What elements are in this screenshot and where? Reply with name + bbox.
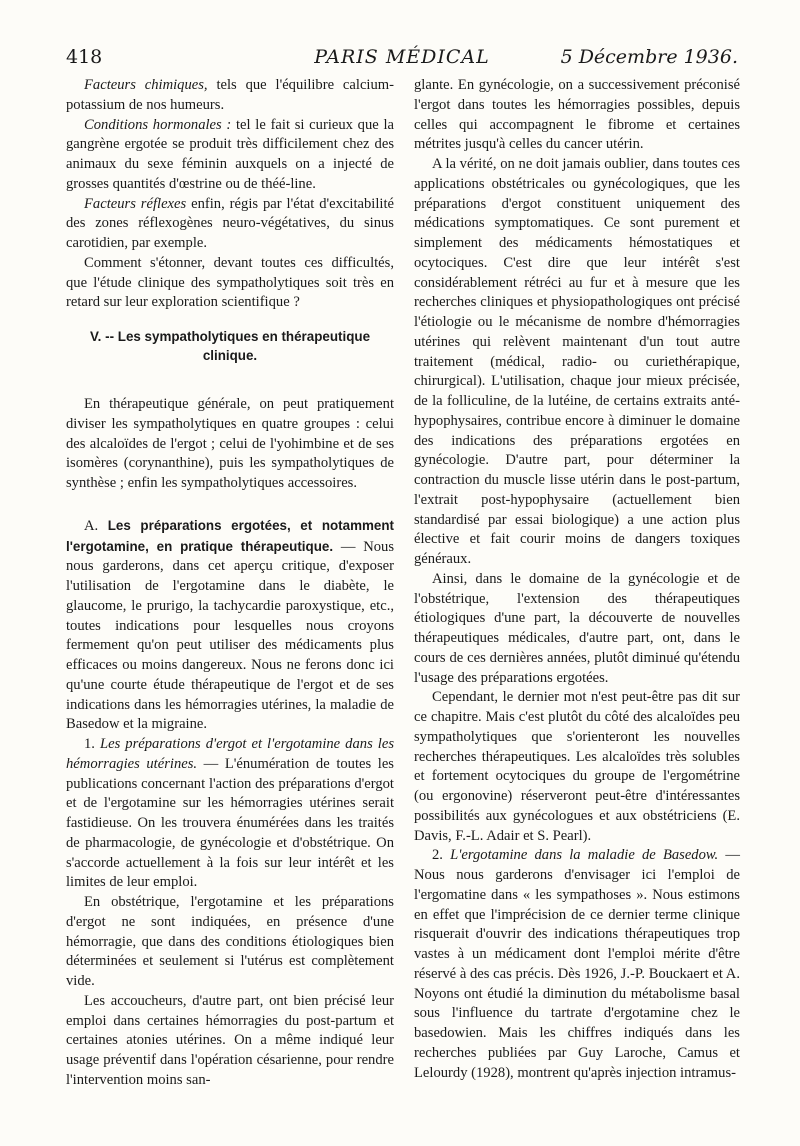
paragraph: En thérapeutique générale, on peut pratiquement diviser les sympatholytiques en quatre groupes : celui des alcaloïdes de l'ergot ; celui de l'yohimbine et de ses isomères (corynanthine), puis les sympatholytiques de synthèse ; enfin les sympatholytiques accessoires. xyxy=(66,396,394,491)
paragraph: Facteurs réflexes enfin, régis par l'état d'excitabilité des zones réflexogènes neuro-végétatives, du sinus carotidien, par exemple. xyxy=(66,195,394,251)
right-column xyxy=(414,76,740,1083)
term: Conditions hormonales : xyxy=(84,116,232,133)
paragraph: Facteurs chimiques, tels que l'équilibre calcium-potassium de nos humeurs. xyxy=(66,77,394,113)
paragraph: Ainsi, dans le domaine de la gynécologie et de l'obstétrique, l'extension des thérapeutiques étiologiques d'une part, la découverte de nouvelles thérapeutiques médicales, d'autre part, ont, dans le cours de ces dernières années, plutôt diminué qu'étendu l'usage des préparations ergotées. xyxy=(414,570,740,686)
subsection-label: A. xyxy=(84,517,99,534)
journal-title: PARIS MÉDICAL xyxy=(314,46,490,68)
item-title: Les préparations d'ergot et l'ergotamine dans les hémorragies utérines. xyxy=(66,736,394,772)
term: Facteurs chimiques, xyxy=(84,77,208,93)
paragraph: En obstétrique, l'ergotamine et les préparations d'ergot ne sont indiquées, en présence d'une hémorragie, que dans des conditions étiologiques bien déterminées et seulement si l'utérus est complètement vide. xyxy=(66,894,394,989)
paragraph: Cependant, le dernier mot n'est peut-être pas dit sur ce chapitre. Mais c'est plutôt du côté des alcaloïdes peu sympatholytiques que s'orienteront les nouvelles recherches thérapeutiques. Les alcaloïdes très solubles et fortement ocytociques du groupe de l'ergométrine (ou ergonovine) réserveront peut-être d'intéressantes possibilités aux gynécologues et aux obstétriciens (E. Davis, F.-L. Adair et S. Pearl). xyxy=(414,689,740,844)
item-number: 1. xyxy=(84,736,95,752)
page-header xyxy=(66,40,738,74)
paragraph: Conditions hormonales : tel le fait si curieux que la gangrène ergotée se produit très difficilement chez des animaux du sexe féminin auxquels on a injecté de grosses quantités d'œstrine ou de théé-line. xyxy=(66,116,394,192)
subsection-paragraph: A. Les préparations ergotées, et notamment l'ergotamine, en pratique thérapeutique. — Nous nous garderons, dans cet aperçu critique, d'exposer l'utilisation de l'ergotamine dans le diabète, le glaucome, le prurigo, la tachycardie paroxystique, etc., toutes indications pour lesquelles nous croyons fermement qu'on peut utiliser des médicaments plus efficaces ou moins dangereux. Nous ne ferons donc ici qu'une courte étude thérapeutique de l'ergot et de ses indications dans les hémorragies utérines, la maladie de Basedow et la migraine. xyxy=(66,517,394,733)
issue-date: 5 Décembre 1936. xyxy=(560,46,738,68)
numbered-paragraph: 2. L'ergotamine dans la maladie de Basedow. — Nous nous garderons d'envisager ici l'emploi de l'ergomatine dans « les sympathoses ». Nous estimons en effet que l'imprécision de ce dernier terme clinique risquerait d'ouvrir des indications thérapeutiques trop vastes à un médicament dont l'emploi mérite d'être réservé à des cas précis. Dès 1926, J.-P. Bouckaert et A. Noyons ont étudié la diminution du métabolisme basal sous l'influence du tartrate d'ergotamine chez le basedowien. Mais les chiffres indiqués dans les recherches publiées par Guy Laroche, Camus et Lelourdy (1928), montrent qu'après injection intramus- xyxy=(414,847,740,1081)
paragraph: Comment s'étonner, devant toutes ces difficultés, que l'étude clinique des sympatholytiques soit très en retard sur leur exploration scientifique ? xyxy=(66,254,394,311)
numbered-paragraph: 1. Les préparations d'ergot et l'ergotamine dans les hémorragies utérines. — L'énumération de toutes les publications concernant l'action des préparations d'ergot et de l'ergotamine sur les hémorragies utérines serait fastidieuse. On les trouvera énumérées dans les traités de pharmacologie, de gynécologie et d'obstétrique. On s'accorde actuellement à la fois sur leur intérêt et les limites de leur emploi. xyxy=(66,736,394,891)
left-column xyxy=(66,76,394,1091)
subsection-heading: Les préparations ergotées, et notamment l'ergotamine, en pratique thérapeutique. xyxy=(66,517,394,554)
paragraph: Les accoucheurs, d'autre part, ont bien précisé leur emploi dans certaines hémorragies du post-partum et certaines atonies utérines. On a même indiqué leur usage préventif dans l'opération césarienne, pour rendre l'intervention moins san- xyxy=(66,992,394,1088)
term: Facteurs réflexes xyxy=(84,195,187,212)
item-number: 2. xyxy=(432,847,443,864)
paragraph: A la vérité, on ne doit jamais oublier, dans toutes ces applications obstétricales ou gynécologiques, que les préparations d'ergot constituent uniquement des médications symptomatiques. Ce sont purement et simplement des médicaments hémostatiques et ocytociques. C'est dire que leur intérêt s'est considérablement rétréci au fur et à mesure que les recherches cliniques et physiopathologiques ont précisé l'étiologie ou le mécanisme de nombre d'hémorragies utérines qui relèvent maintenant d'un tout autre traitement (médical, radio- ou curiethérapique, chirurgical). L'utilisation, chaque jour mieux précisée, de la folliculine, de la lutéine, de certains extraits anté-hypophysaires, contribue encore à diminuer le domaine des indications des préparations ergotées en gynécologie. D'autre part, pour déterminer la contraction du muscle lisse utérin dans le post-partum, l'extrait post-hypophysaire (actuellement bien standardisé par essai biologique) a une action plus élective et fait courir moins de dangers toxiques généraux. xyxy=(414,156,740,567)
page-number: 418 xyxy=(66,46,103,68)
item-title: L'ergotamine dans la maladie de Basedow. xyxy=(450,847,719,864)
section-heading: V. -- Les sympatholytiques en thérapeutique clinique. xyxy=(89,329,371,363)
paragraph: glante. En gynécologie, on a successivement préconisé l'ergot dans toutes les hémorragies possibles, depuis celles qui accompagnent le fibrome et certaines métrites jusqu'à celles du cancer utérin. xyxy=(414,77,740,153)
